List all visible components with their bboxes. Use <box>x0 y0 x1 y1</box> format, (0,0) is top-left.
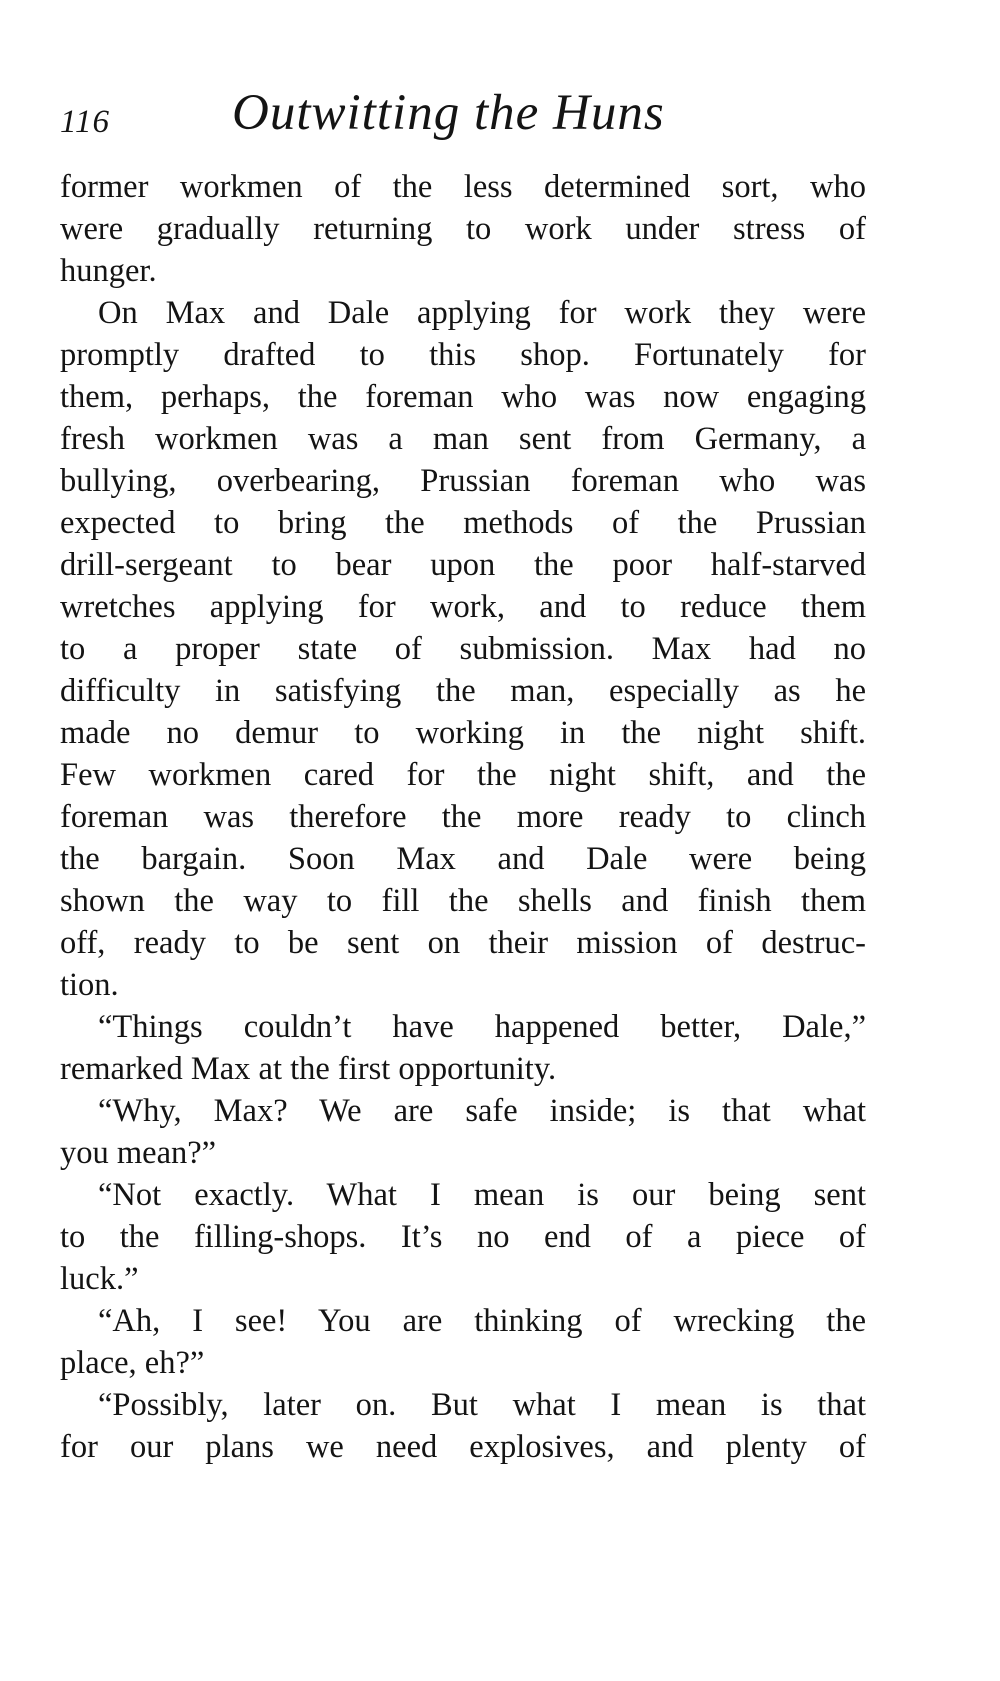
text-line: hunger. <box>60 253 157 289</box>
text-line: made no demur to working in the night shift. <box>60 715 866 751</box>
text-line: “Things couldn’t have happened better, Dale,” <box>98 1009 866 1045</box>
text-line: were gradually returning to work under stress of <box>60 211 866 247</box>
text-line: place, eh?” <box>60 1345 205 1381</box>
text-line: “Ah, I see! You are thinking of wrecking the <box>98 1303 866 1339</box>
text-line: “Why, Max? We are safe inside; is that what <box>98 1093 866 1129</box>
text-line: difficulty in satisfying the man, especially as he <box>60 673 866 709</box>
text-line: bullying, overbearing, Prussian foreman who was <box>60 463 866 499</box>
text-line: them, perhaps, the foreman who was now engaging <box>60 379 866 415</box>
text-line: to the filling-shops. It’s no end of a piece of <box>60 1219 866 1255</box>
text-line: drill-sergeant to bear upon the poor half-starved <box>60 547 866 583</box>
text-line: foreman was therefore the more ready to clinch <box>60 799 866 835</box>
text-line: expected to bring the methods of the Prussian <box>60 505 866 541</box>
body-text <box>60 166 866 1468</box>
text-line: “Possibly, later on. But what I mean is that <box>98 1387 866 1423</box>
running-head <box>60 84 880 154</box>
page-number: 116 <box>60 104 111 140</box>
text-line: the bargain. Soon Max and Dale were being <box>60 841 866 877</box>
text-line: fresh workmen was a man sent from Germany, a <box>60 421 866 457</box>
book-title: Outwitting the Huns <box>232 85 665 141</box>
text-line: former workmen of the less determined sort, who <box>60 169 866 205</box>
text-line: wretches applying for work, and to reduce them <box>60 589 866 625</box>
text-line: promptly drafted to this shop. Fortunately for <box>60 337 866 373</box>
text-line: tion. <box>60 967 119 1003</box>
text-line: On Max and Dale applying for work they were <box>98 295 866 331</box>
text-line: luck.” <box>60 1261 139 1297</box>
text-line: you mean?” <box>60 1135 217 1171</box>
text-line: Few workmen cared for the night shift, and the <box>60 757 866 793</box>
text-line: for our plans we need explosives, and plenty of <box>60 1429 866 1465</box>
text-line: off, ready to be sent on their mission of destruc- <box>60 925 866 961</box>
text-line: shown the way to fill the shells and finish them <box>60 883 866 919</box>
text-line: to a proper state of submission. Max had no <box>60 631 866 667</box>
text-line: “Not exactly. What I mean is our being sent <box>98 1177 866 1213</box>
text-line: remarked Max at the first opportunity. <box>60 1051 557 1087</box>
